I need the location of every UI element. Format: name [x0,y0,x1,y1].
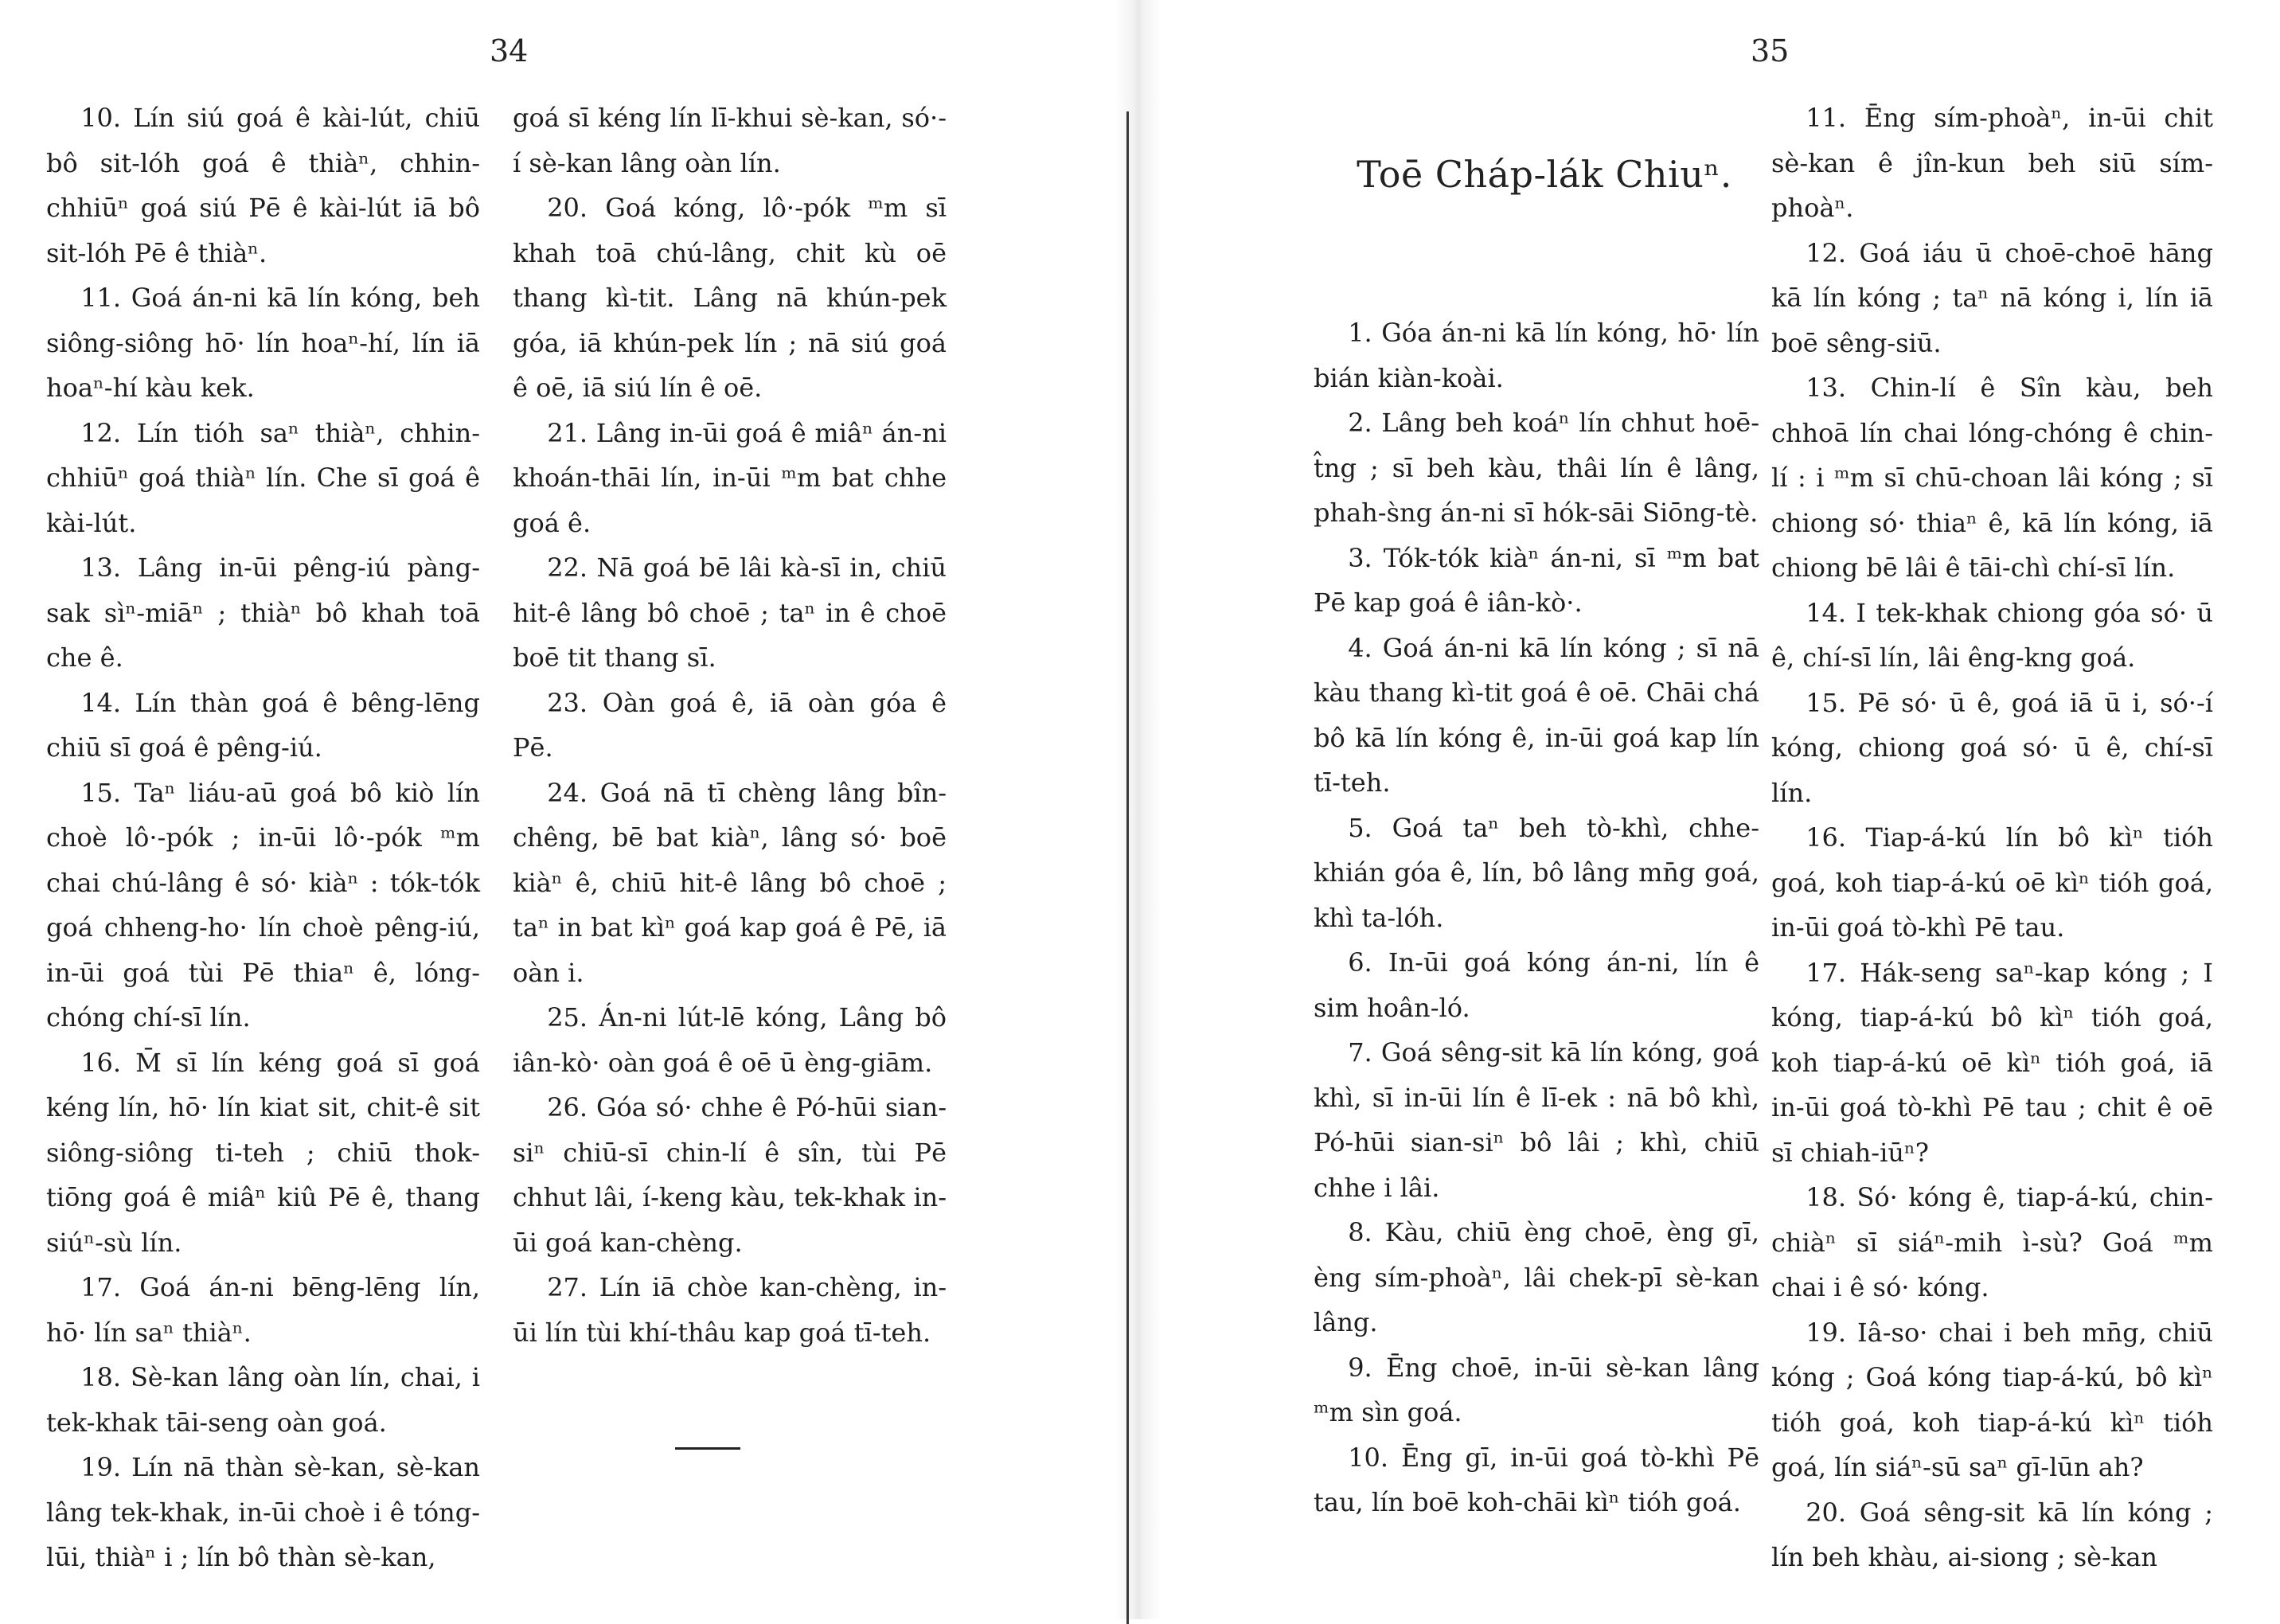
page-number-right: 35 [1751,33,1790,68]
verse-paragraph: 25. Án-ni lút-lē kóng, Lâng bô iân-kò· oàn goá ê oē ū èng-giām. [513,1002,947,1078]
verse-paragraph: 16. M̄ sī lín kéng goá sī goá kéng lín, hō· lín kiat sit, chit-ê sit siông-siông ti-teh ; chiū thok-tiōng goá ê miâⁿ kiû Pē ê, thang siúⁿ-sù lín. [46,1047,480,1258]
verse-paragraph: 15. Taⁿ liáu-aū goá bô kiò lín choè lô·-pók ; in-ūi lô·-pók ᵐm chai chú-lâng ê só· kiàⁿ : tók-tók goá chheng-ho· lín choè pêng-iú, in-ūi goá tùi Pē thiaⁿ ê, lóng-chóng chí-sī lín. [46,777,480,1033]
verse-paragraph: 5. Goá taⁿ beh tò-khì, chhe-khián góa ê, lín, bô lâng mn̄g goá, khì ta-lóh. [1314,812,1759,933]
verse-paragraph: 21. Lâng in-ūi goá ê miâⁿ án-ni khoán-thāi lín, in-ūi ᵐm bat chhe goá ê. [513,417,947,538]
chapter-title: Toē Cháp-lák Chiuⁿ. [1357,153,1732,196]
verse-paragraph: 24. Goá nā tī chèng lâng bîn-chêng, bē bat kiàⁿ, lâng só· boē kiàⁿ ê, chiū hit-ê lâng bô choē ; taⁿ in bat kìⁿ goá kap goá ê Pē, iā oàn i. [513,777,947,988]
verse-paragraph: 9. Ēng choē, in-ūi sè-kan lâng ᵐm sìn goá. [1314,1352,1759,1427]
left-page [0,0,1134,1619]
verse-paragraph: 2. Lâng beh koáⁿ lín chhut hoē-t̂ng ; sī beh kàu, thâi lín ê lâng, phah-s̀ng án-ni sī hók-sāi Siōng-tè. [1314,408,1759,528]
verse-paragraph: 13. Chin-lí ê Sîn kàu, beh chhoā lín chai lóng-chóng ê chin-lí : i ᵐm sī chū-choan lâi kóng ; sī chiong só· thiaⁿ ê, kā lín kóng, iā chiong bē lâi ê tāi-chì chí-sī lín. [1771,373,2213,583]
verse-paragraph: 4. Goá án-ni kā lín kóng ; sī nā kàu thang kì-tit goá ê oē. Chāi chá bô kā lín kóng ê, in-ūi goá kap lín tī-teh. [1314,632,1759,798]
verse-paragraph: goá sī kéng lín lī-khui sè-kan, só·-í sè-kan lâng oàn lín. [513,103,947,178]
verse-paragraph: 22. Nā goá bē lâi kà-sī in, chiū hit-ê lâng bô choē ; taⁿ in ê choē boē tit thang sī. [513,552,947,673]
verse-paragraph: 15. Pē só· ū ê, goá iā ū i, só·-í kóng, chiong goá só· ū ê, chí-sī lín. [1771,687,2213,808]
verse-paragraph: 17. Goá án-ni bēng-lēng lín, hō· lín saⁿ thiàⁿ. [46,1272,480,1348]
verse-paragraph: 20. Goá sêng-sit kā lín kóng ; lín beh khàu, ai-siong ; sè-kan [1771,1497,2213,1572]
verse-paragraph: 27. Lín iā chòe kan-chèng, in-ūi lín tùi khí-thâu kap goá tī-teh. [513,1272,947,1348]
right-column-3 [1314,96,1759,1525]
left-column-1 [46,96,480,1580]
verse-paragraph: 18. Só· kóng ê, tiap-á-kú, chin-chiàⁿ sī siáⁿ-mih ì-sù? Goá ᵐm chai i ê só· kóng. [1771,1182,2213,1302]
verse-paragraph: 17. Hák-seng saⁿ-kap kóng ; I kóng, tiap-á-kú bô kìⁿ tióh goá, koh tiap-á-kú oē kìⁿ tióh goá, iā in-ūi goá tò-khì Pē tau ; chit ê oē sī chiah-iūⁿ? [1771,957,2213,1168]
verse-paragraph: 26. Góa só· chhe ê Pó-hūi sian-siⁿ chiū-sī chin-lí ê sîn, tùi Pē chhut lâi, í-keng kàu, tek-khak in-ūi goá kan-chèng. [513,1092,947,1258]
chapter-end-rule [675,1447,740,1450]
verse-paragraph: 14. Lín thàn goá ê bêng-lēng chiū sī goá ê pêng-iú. [46,687,480,763]
verse-paragraph: 19. Lín nā thàn sè-kan, sè-kan lâng tek-khak, in-ūi choè i ê tóng-lūi, thiàⁿ i ; lín bô thàn sè-kan, [46,1452,480,1572]
verse-paragraph: 10. Lín siú goá ê kài-lút, chiū bô sit-lóh goá ê thiàⁿ, chhin-chhiūⁿ goá siú Pē ê kài-lút iā bô sit-lóh Pē ê thiàⁿ. [46,103,480,268]
verse-paragraph: 3. Tók-tók kiàⁿ án-ni, sī ᵐm bat Pē kap goá ê iân-kò·. [1314,542,1759,618]
verse-paragraph: 14. I tek-khak chiong góa só· ū ê, chí-sī lín, lâi êng-kng goá. [1771,597,2213,673]
verse-paragraph: 20. Goá kóng, lô·-pók ᵐm sī khah toā chú-lâng, chit kù oē thang kì-tit. Lâng nā khún-pek góa, iā khún-pek lín ; nā siú goá ê oē, iā siú lín ê oē. [513,193,947,403]
page-number-left: 34 [490,33,529,68]
verse-paragraph: 19. Iâ-so· chai i beh mn̄g, chiū kóng ; Goá kóng tiap-á-kú, bô kìⁿ tióh goá, koh tiap-á-kú kìⁿ tióh goá, lín siáⁿ-sū saⁿ gī-lūn ah? [1771,1317,2213,1482]
right-column-4 [1771,96,2213,1580]
verse-paragraph: 16. Tiap-á-kú lín bô kìⁿ tióh goá, koh tiap-á-kú oē kìⁿ tióh goá, in-ūi goá tò-khì Pē tau. [1771,822,2213,943]
verse-paragraph: 7. Goá sêng-sit kā lín kóng, goá khì, sī in-ūi lín ê lī-ek : nā bô khì, Pó-hūi sian-siⁿ bô lâi ; khì, chiū chhe i lâi. [1314,1037,1759,1203]
verse-paragraph: 18. Sè-kan lâng oàn lín, chai, i tek-khak tāi-seng oàn goá. [46,1362,480,1438]
verse-paragraph: 11. Goá án-ni kā lín kóng, beh siông-siông hō· lín hoaⁿ-hí, lín iā hoaⁿ-hí kàu kek. [46,283,480,403]
verse-paragraph: 12. Goá iáu ū choē-choē hāng kā lín kóng ; taⁿ nā kóng i, lín iā boē sêng-siū. [1771,237,2213,358]
verse-paragraph: 11. Ēng sím-phoàⁿ, in-ūi chit sè-kan ê jîn-kun beh siū sím-phoàⁿ. [1771,103,2213,223]
verse-paragraph: 23. Oàn goá ê, iā oàn góa ê Pē. [513,687,947,763]
verse-paragraph: 8. Kàu, chiū èng choē, èng gī, èng sím-phoàⁿ, lâi chek-pī sè-kan lâng. [1314,1217,1759,1337]
verse-paragraph: 12. Lín tióh saⁿ thiàⁿ, chhin-chhiūⁿ goá thiàⁿ lín. Che sī goá ê kài-lút. [46,417,480,538]
verse-paragraph: 1. Góa án-ni kā lín kóng, hō· lín bián kiàn-koài. [1314,318,1759,393]
verse-paragraph: 13. Lâng in-ūi pêng-iú pàng-sak sìⁿ-miāⁿ ; thiàⁿ bô khah toā che ê. [46,552,480,673]
left-column-2 [513,96,947,1355]
verse-paragraph: 6. In-ūi goá kóng án-ni, lín ê sim hoân-ló. [1314,947,1759,1023]
verse-paragraph: 10. Ēng gī, in-ūi goá tò-khì Pē tau, lín boē koh-chāi kìⁿ tióh goá. [1314,1442,1759,1517]
